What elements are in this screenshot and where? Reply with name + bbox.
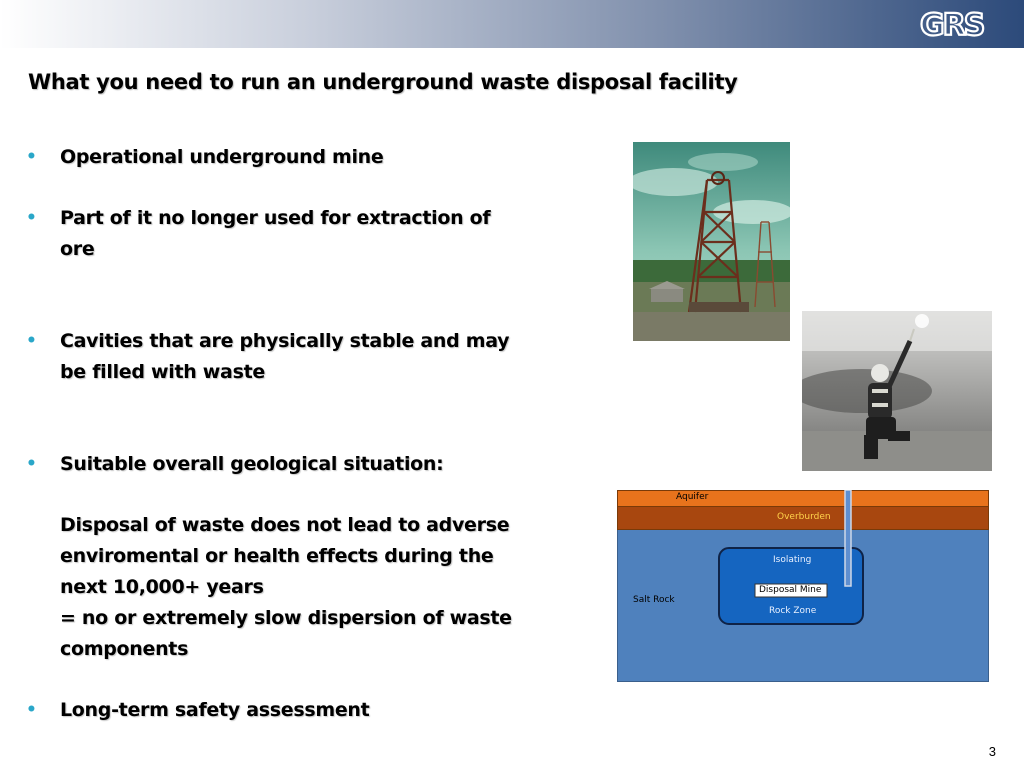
geology-diagram [617, 490, 989, 682]
overburden-label: Overburden [777, 512, 831, 522]
aquifer-label: Aquifer [676, 492, 709, 502]
bullet-text: Long-term safety assessment [60, 699, 370, 721]
bullet-item [26, 203, 586, 265]
bullet-text: Cavities that are physically stable and may be filled with waste [60, 330, 510, 383]
page-number: 3 [988, 744, 996, 759]
slide-title: What you need to run an underground waste disposal facility [28, 70, 738, 94]
bullet-item [26, 695, 586, 726]
bullet-text: Part of it no longer used for extraction of ore [60, 207, 491, 260]
header-band [0, 0, 1024, 48]
miner-cavity-photo [802, 311, 992, 471]
bullet-text: Suitable overall geological situation: [60, 453, 444, 475]
bullet-item [26, 326, 586, 388]
salt-rock-label: Salt Rock [633, 595, 675, 605]
logo-text: GRS [920, 8, 984, 42]
disposal-mine-label: Disposal Mine [759, 585, 822, 595]
rock-zone-label: Rock Zone [769, 606, 817, 616]
bullet-dot-icon: • [26, 454, 37, 474]
bullet-item [26, 142, 586, 173]
bullet-item [26, 449, 586, 480]
mine-shaft [845, 490, 851, 586]
bullet-dot-icon: • [26, 208, 37, 228]
bullet-text: Disposal of waste does not lead to adverse enviromental or health effects during the next 10,000+ years = no or extremely slow dispersion of waste components [60, 514, 512, 660]
bullet-dot-icon: • [26, 700, 37, 720]
bullet-subtext [26, 510, 586, 665]
mine-tower-photo [633, 142, 790, 341]
isolating-label: Isolating [773, 555, 812, 565]
grs-logo [918, 6, 998, 42]
bullet-dot-icon: • [26, 147, 37, 167]
bullet-dot-icon: • [26, 331, 37, 351]
bullet-text: Operational underground mine [60, 146, 384, 168]
aquifer-layer [618, 491, 989, 507]
